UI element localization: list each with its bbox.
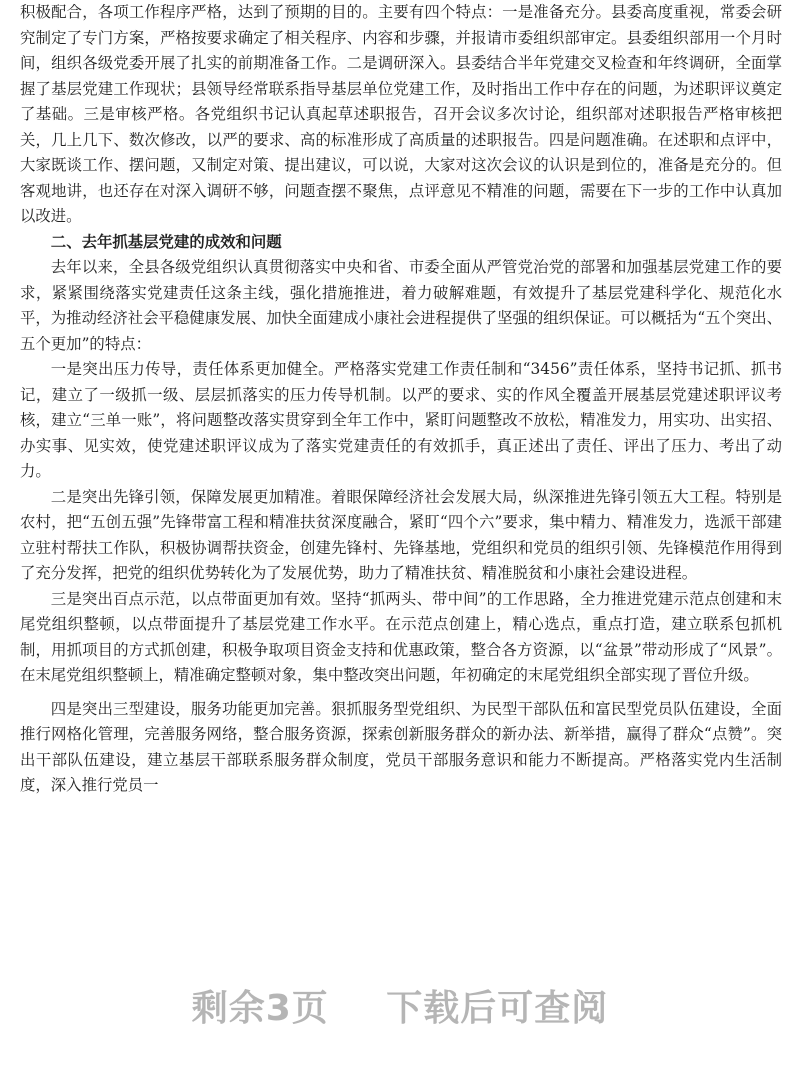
remaining-pages-label: 剩余3页	[191, 988, 329, 1029]
paragraph-continuation: 积极配合，各项工作程序严格，达到了预期的目的。主要有四个特点：一是准备充分。县委高度重视，常委会研究制定了专门方案，严格按要求确定了相关程序、内容和步骤，并报请市委组织部审定。县委组织部用一个月时间，组织各级党委开展了扎实的前期准备工作。二是调研深入。县委结合半年党建交叉检查和年终调研，全面掌握了基层党建工作现状；县领导经常联系指导基层单位党建工作，及时指出工作中存在的问题，为述职评议奠定了基础。三是审核严格。各党组织书记认真起草述职报告，召开会议多次讨论，组织部对述职报告严格审核把关，几上几下、数次修改，以严的要求、高的标准形成了高质量的述职报告。四是问题准确。在述职和点评中，大家既谈工作、摆问题，又制定对策、提出建议，可以说，大家对这次会议的认识是到位的，准备是充分的。但客观地讲，也还存在对深入调研不够，问题查摆不聚焦，点评意见不精准的问题，需要在下一步的工作中认真加以改进。	[20, 3, 782, 225]
section-heading: 二、去年抓基层党建的成效和问题	[50, 232, 282, 251]
paragraph: 去年以来，全县各级党组织认真贯彻落实中央和省、市委全面从严管党治党的部署和加强基层党建工作的要求，紧紧围绕落实党建责任这条主线，强化措施推进，着力破解难题，有效提升了基层党建科学化、规范化水平，为推动经济社会平稳健康发展、加快全面建成小康社会进程提供了坚强的组织保证。可以概括为“五个突出、五个更加”的特点：	[20, 258, 783, 353]
paragraph: 二是突出先锋引领，保障发展更加精准。着眼保障经济社会发展大局，纵深推进先锋引领五大工程。特别是农村，把“五创五强”先锋带富工程和精准扶贫深度融合，紧盯“四个六”要求，集中精力、精准发力，选派干部建立驻村帮扶工作队，积极协调帮扶资金，创建先锋村、先锋基地，党组织和党员的组织引领、先锋模范作用得到了充分发挥，把党的组织优势转化为了发展优势，助力了精准扶贫、精准脱贫和小康社会建设进程。	[20, 487, 782, 582]
paragraph: 一是突出压力传导，责任体系更加健全。严格落实党建工作责任制和“3456”责任体系，坚持书记抓、抓书记，建立了一级抓一级、层层抓落实的压力传导机制。以严的要求、实的作风全覆盖开展基层党建述职评议考核，建立“三单一账”，将问题整改落实贯穿到全年工作中，紧盯问题整改不放松，精准发力，用实功、出实招、办实事、见实效，使党建述职评议成为了落实党建责任的有效抓手，真正述出了责任、评出了压力、考出了动力。	[20, 360, 782, 480]
paragraph: 四是突出三型建设，服务功能更加完善。狠抓服务型党组织、为民型干部队伍和富民型党员队伍建设，全面推行网格化管理，完善服务网络，整合服务资源，探索创新服务群众的新办法、新举措，赢得了群众“点赞”。突出干部队伍建设，建立基层干部联系服务群众制度，党员干部服务意识和能力不断提高。严格落实党内生活制度，深入推行党员一	[20, 699, 782, 794]
document-body	[20, 0, 782, 799]
paragraph: 三是突出百点示范，以点带面更加有效。坚持“抓两头、带中间”的工作思路，全力推进党建示范点创建和末尾党组织整顿，以点带面提升了基层党建工作水平。在示范点创建上，精心选点，重点打造，建立联系包抓机制，用抓项目的方式抓创建，积极争取项目资金支持和优惠政策，整合各方资源，以“盆景”带动形成了“风景”。在末尾党组织整顿上，精准确定整顿对象，集中整改突出问题，年初确定的末尾党组织全部实现了晋位升级。	[20, 589, 782, 684]
paragraph-gap	[20, 689, 782, 697]
download-prompt[interactable]	[0, 980, 800, 1031]
download-to-view-label: 下载后可查阅	[386, 988, 609, 1029]
